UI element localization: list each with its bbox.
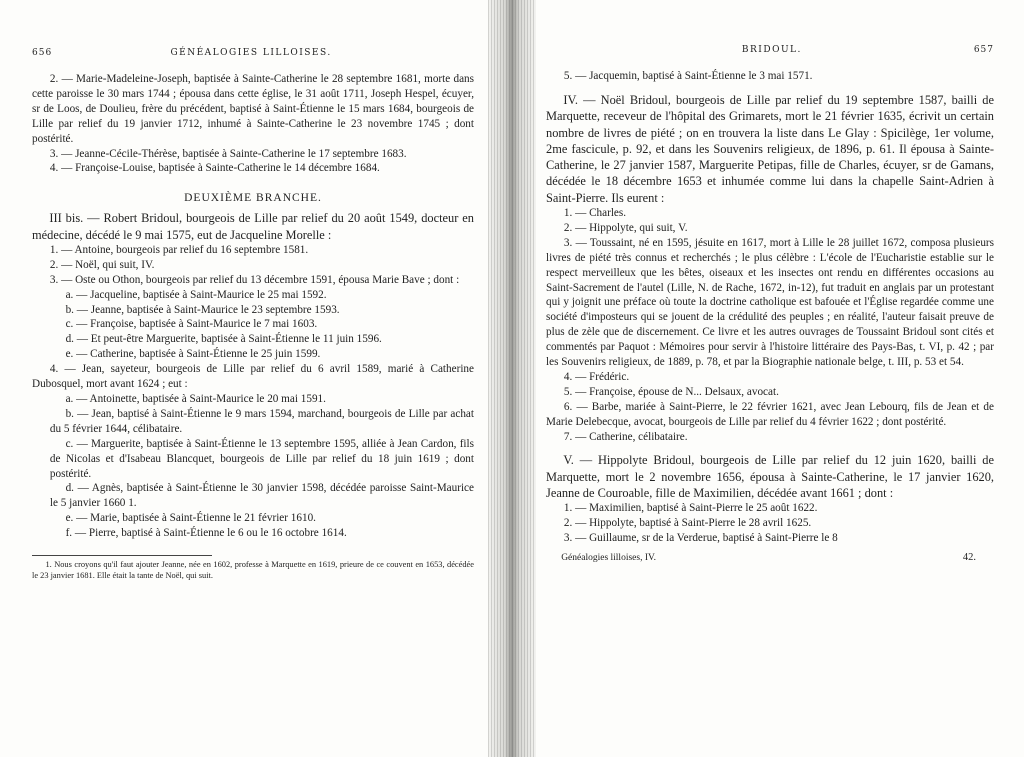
generation-paragraph: III bis. — Robert Bridoul, bourgeois de Lille par relief du 20 août 1549, docteur en médecine, décédé le 9 mai 1575, eut de Jacqueline Morelle : bbox=[32, 211, 474, 242]
child-entry: 7. — Catherine, célibataire. bbox=[563, 430, 688, 443]
child-entry: 2. — Noël, qui suit, IV. bbox=[49, 258, 155, 271]
generation-paragraph: V. — Hippolyte Bridoul, bourgeois de Lille par relief du 12 juin 1620, bailli de Marquette, mort le 2 novembre 1656, épousa à Sainte-Catherine, le 17 janvier 1620, Jeanne de Couroable, fille de Maximilien, décédée avant 1661 ; dont : bbox=[546, 453, 994, 501]
right-page-number: 657 bbox=[973, 45, 994, 55]
child-entry: 3. — Guillaume, sr de la Verderue, baptisé à Saint-Pierre le 8 bbox=[563, 532, 838, 545]
signature-number: 42. bbox=[962, 552, 976, 564]
signature-line bbox=[546, 552, 994, 563]
left-header-title: GÉNÉALOGIES LILLOISES. bbox=[170, 48, 332, 58]
child-entry: 5. — Jacquemin, baptisé à Saint-Étienne le 3 mai 1571. bbox=[563, 70, 813, 82]
paragraph: 2. — Marie-Madeleine-Joseph, baptisée à Sainte-Catherine le 28 septembre 1681, morte dans cette paroisse le 30 mars 1744 ; épousa dans cette église, le 31 août 1711, Joseph Hespel, écuyer, sr de Loos, de Doulieu, frère du précédent, baptisé à Saint-Étienne le 15 mars 1684, bourgeois de Lille par relief du 19 janvier 1712, inhumé à Sainte-Catherine le 23 novembre 1745 ; dont postérité. bbox=[32, 73, 474, 145]
right-running-head bbox=[546, 45, 994, 55]
child-entry: 6. — Barbe, mariée à Saint-Pierre, le 22 février 1621, avec Jean Lebourq, fils de Jean et de Marie Delebecque, avocat, bourgeois de Lille par relief du 4 février 1622 ; dont postérité. bbox=[546, 400, 994, 428]
section-title: DEUXIÈME BRANCHE. bbox=[184, 192, 322, 205]
child-entry: 1. — Antoine, bourgeois par relief du 16 septembre 1581. bbox=[49, 243, 309, 256]
child-entry: 5. — Françoise, épouse de N... Delsaux, avocat. bbox=[563, 385, 779, 398]
left-page bbox=[0, 0, 488, 757]
child-entry: 1. — Charles. bbox=[563, 206, 627, 219]
child-entry: 3. — Toussaint, né en 1595, jésuite en 1617, mort à Lille le 28 juillet 1672, composa plusieurs livres de piété très connus et recherchés ; le plus célèbre : L'école de l'Eucharistie establie sur le respect merveilleux que les bêtes, oiseaux et les insectes ont rendu en différentes occasions au Saint-Sacrement de l'autel (Lille, N. de Rache, 1672, in-12), fut traduit en anglais par un protestant qui y joignit une préface où toute la doctrine catholique est bafouée et l'Église regardée comme une société d'imposteurs qui se jouent de la crédulité des peuples ; en réalité, l'auteur faisait preuve de plus de zèle que de discernement. Ce livre et les autres ouvrages de Toussaint Bridoul sont cités et commentés par Paquot : Mémoires pour servir à l'histoire littéraire des Pays-Bas, t. VI, p. 42 ; par les Souvenirs religieux, de 1889, p. 78, et par la Biographie nationale belge, t. III, p. 53 et 54. bbox=[546, 236, 994, 369]
book-gutter bbox=[488, 0, 536, 757]
paragraph: 4. — Françoise-Louise, baptisée à Sainte-Catherine le 14 décembre 1684. bbox=[49, 162, 380, 175]
grandchild-entry: c. — Marguerite, baptisée à Saint-Étienne le 13 septembre 1595, alliée à Jean Cardon, fils de Nicolas et d'Isabeau Blancquet, bourgeois de Lille par relief du 18 juin 1619 ; dont postérité. bbox=[49, 437, 474, 480]
left-page-number: 656 bbox=[32, 48, 53, 58]
grandchild-entry: a. — Jacqueline, baptisée à Saint-Maurice le 25 mai 1592. bbox=[65, 288, 327, 301]
grandchild-entry: a. — Antoinette, baptisée à Saint-Maurice le 20 mai 1591. bbox=[65, 393, 326, 405]
grandchild-entry: d. — Agnès, baptisée à Saint-Étienne le 30 janvier 1598, décédée paroisse Saint-Maurice le 5 janvier 1660 1. bbox=[49, 482, 474, 510]
grandchild-entry: c. — Françoise, baptisée à Saint-Maurice le 7 mai 1603. bbox=[65, 318, 318, 331]
footnote: 1. Nous croyons qu'il faut ajouter Jeanne, née en 1602, professe à Marquette en 1619, prieure de ce couvent en 1653, décédée le 23 janvier 1681. Elle était la tante de Noël, qui suit. bbox=[32, 560, 474, 580]
right-header-title: BRIDOUL. bbox=[741, 45, 802, 55]
grandchild-entry: b. — Jean, baptisé à Saint-Étienne le 9 mars 1594, marchand, bourgeois de Lille par achat du 5 février 1644, célibataire. bbox=[49, 407, 474, 435]
paragraph: 3. — Jeanne-Cécile-Thérèse, baptisée à Sainte-Catherine le 17 septembre 1683. bbox=[49, 147, 407, 160]
child-entry: 4. — Jean, sayeteur, bourgeois de Lille par relief du 6 avril 1589, marié à Catherine Dubosquel, mort avant 1624 ; eut : bbox=[32, 363, 474, 391]
child-entry: 2. — Hippolyte, baptisé à Saint-Pierre le 28 avril 1625. bbox=[563, 517, 812, 530]
left-running-head bbox=[32, 48, 474, 58]
child-entry: 3. — Oste ou Othon, bourgeois par relief du 13 décembre 1591, épousa Marie Bave ; dont : bbox=[49, 273, 460, 286]
right-page bbox=[536, 0, 1024, 757]
child-entry: 1. — Maximilien, baptisé à Saint-Pierre le 25 août 1622. bbox=[563, 502, 818, 515]
footnote-rule bbox=[32, 555, 212, 556]
generation-paragraph: IV. — Noël Bridoul, bourgeois de Lille par relief du 19 septembre 1587, bailli de Marquette, receveur de l'hôpital des Grimarets, mort le 21 février 1635, écrivit un certain nombre de livres de piété ; on en trouvera la liste dans Le Glay : Spicilège, 1er volume, 2me fascicule, p. 92, et dans les Souvenirs religieux, de 1896, p. 61. Il épousa à Sainte-Catherine, le 27 janvier 1587, Marguerite Petipas, fille de Charles, écuyer, sr de Gamans, décédée le 18 décembre 1653 et inhumée comme lui dans la chapelle Saint-Adrien à Saint-Pierre. Ils eurent : bbox=[546, 92, 994, 205]
grandchild-entry: b. — Jeanne, baptisée à Saint-Maurice le 23 septembre 1593. bbox=[65, 303, 340, 316]
child-entry: 2. — Hippolyte, qui suit, V. bbox=[563, 221, 688, 234]
signature-title: Généalogies lilloises, IV. bbox=[561, 553, 656, 564]
grandchild-entry: d. — Et peut-être Marguerite, baptisée à Saint-Étienne le 11 juin 1596. bbox=[65, 333, 382, 346]
child-entry: 4. — Frédéric. bbox=[563, 370, 630, 383]
grandchild-entry: e. — Marie, baptisée à Saint-Étienne le 21 février 1610. bbox=[65, 512, 316, 525]
grandchild-entry: f. — Pierre, baptisé à Saint-Étienne le 6 ou le 16 octobre 1614. bbox=[65, 527, 347, 540]
grandchild-entry: e. — Catherine, baptisée à Saint-Étienne le 25 juin 1599. bbox=[65, 348, 321, 361]
